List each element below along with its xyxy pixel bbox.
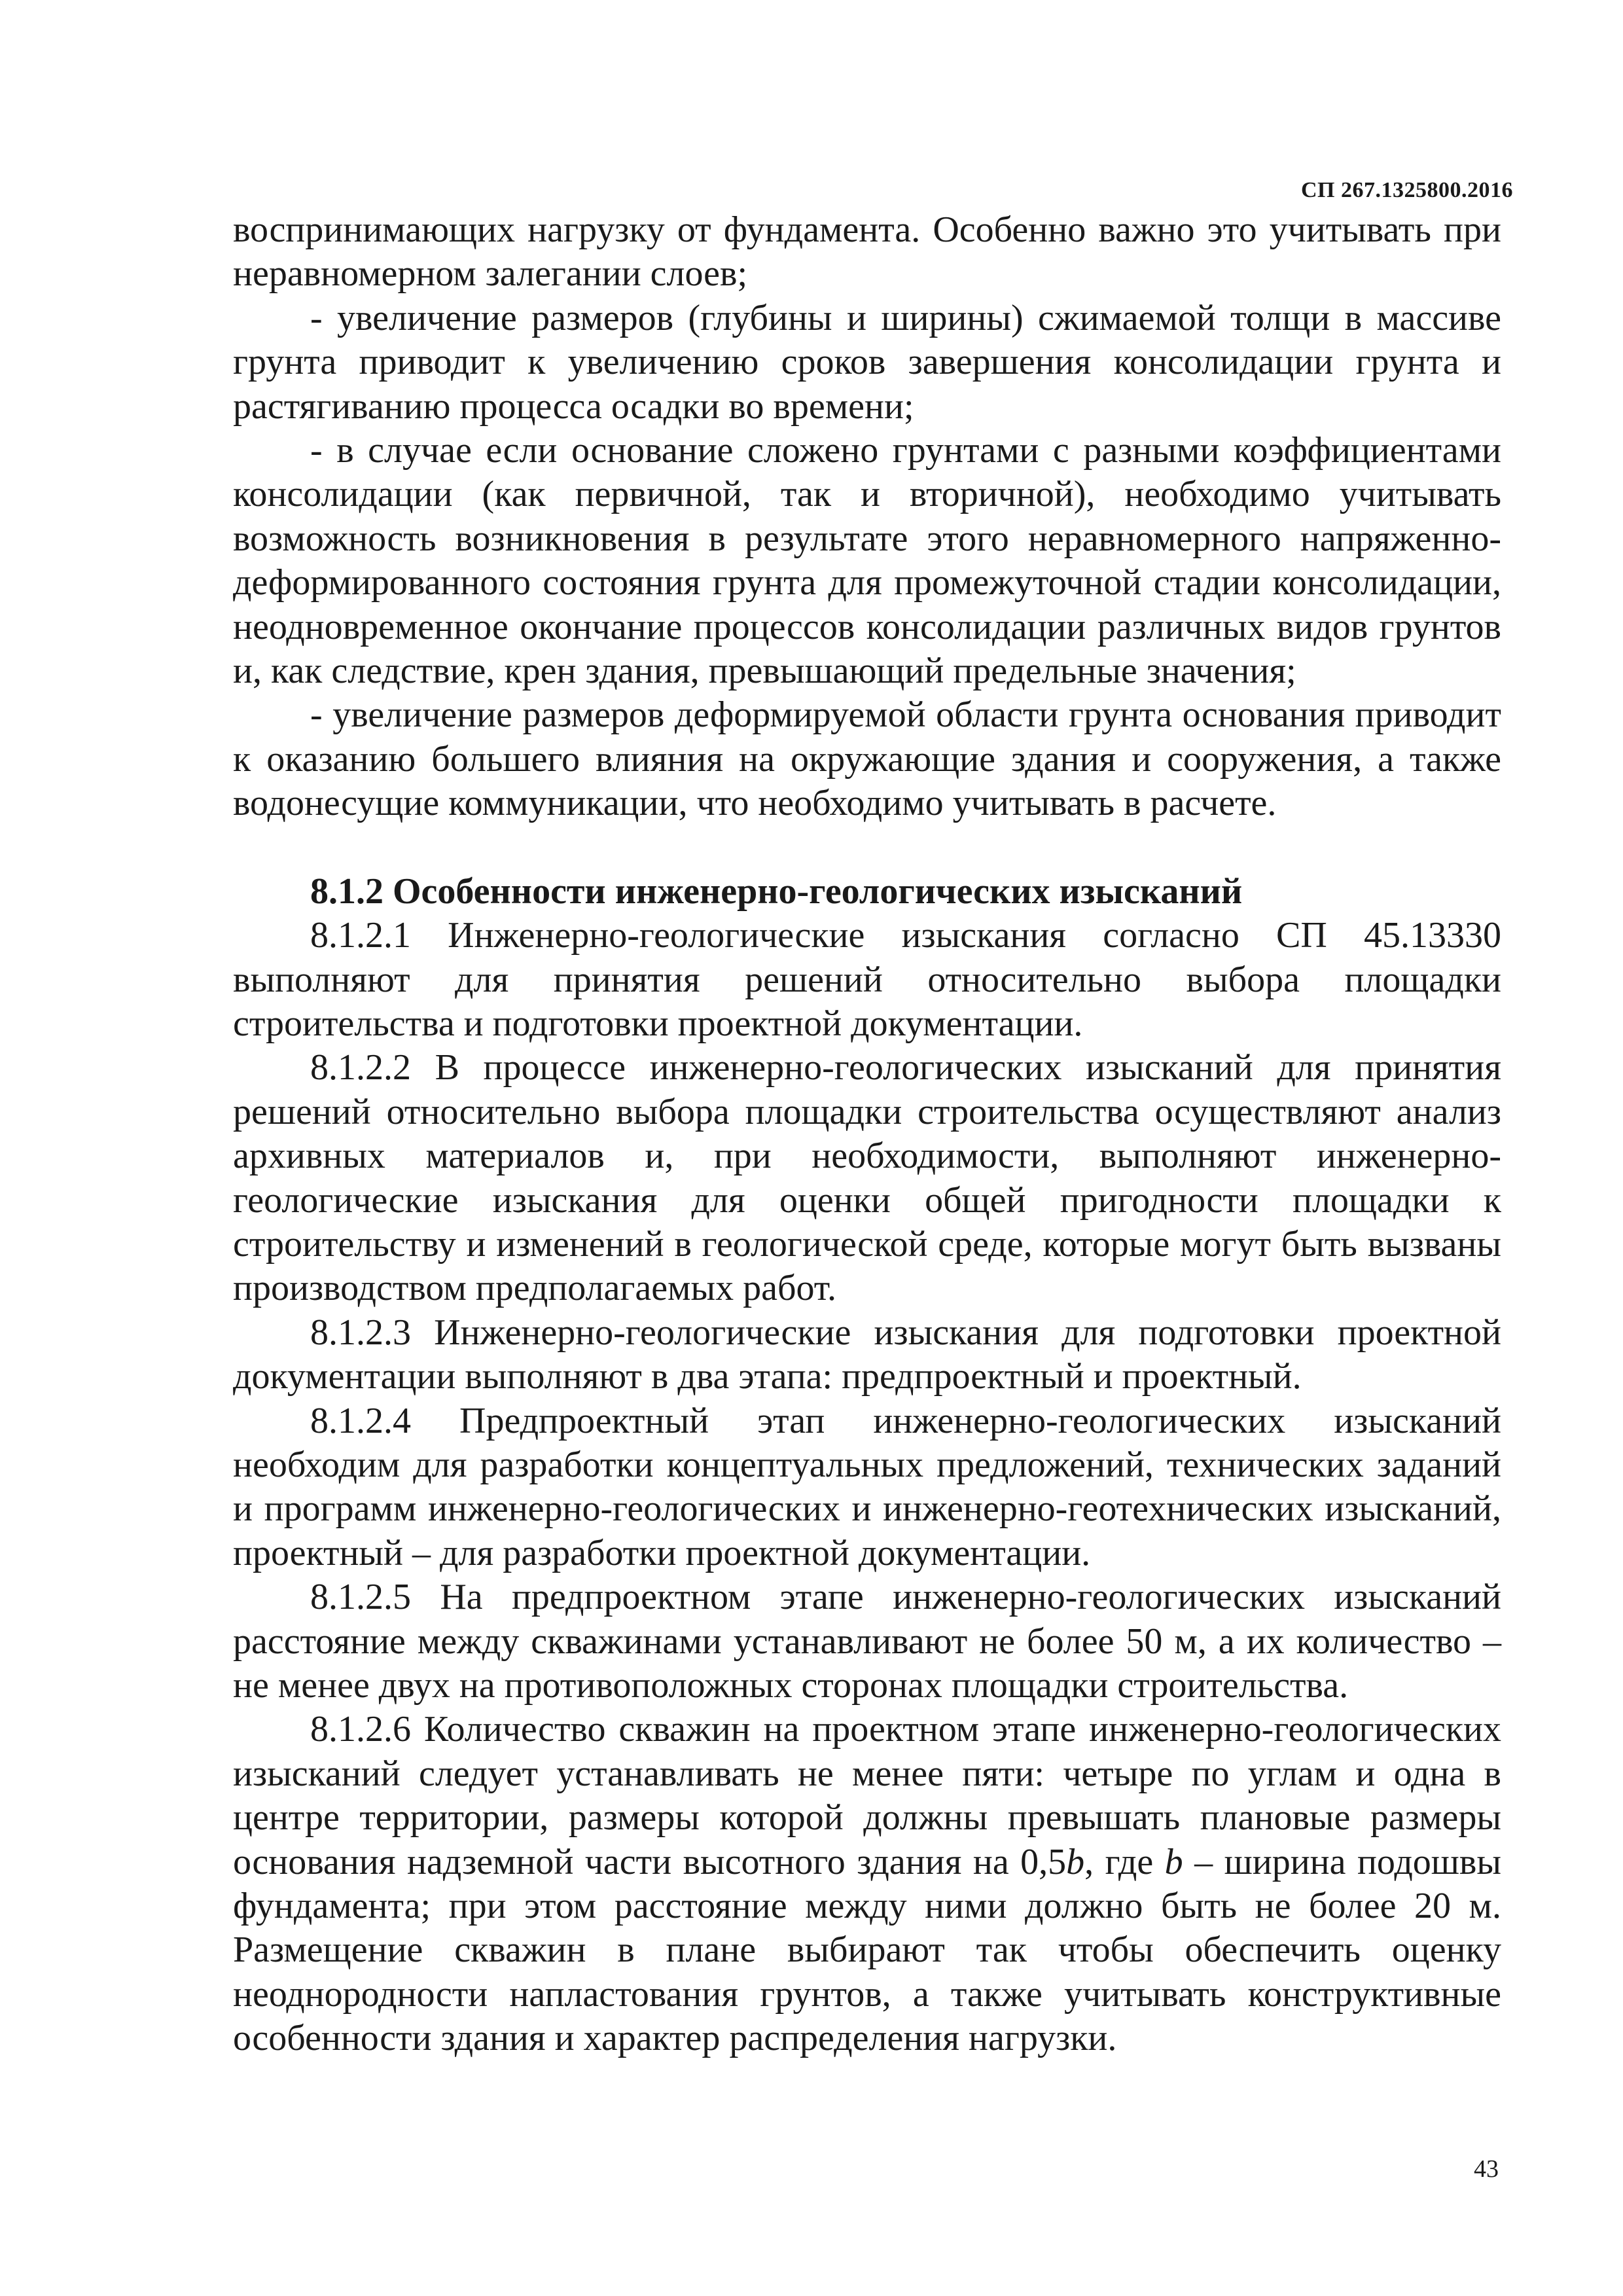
clause-8-1-2-2: 8.1.2.2 В процессе инженерно-геологических изысканий для принятия решений относительно выбора площадки строительства осуществляют анализ архивных материалов и, при необходимости, выполняют инженерно-геологические изыскания для оценки общей пригодности площадки к строительству и изменений в геологической среде, которые могут быть вызваны производством предполагаемых работ. (233, 1047, 1501, 1309)
clause-8-1-2-3: 8.1.2.3 Инженерно-геологические изыскания для подготовки проектной документации выполняют в два этапа: предпроектный и проектный. (233, 1312, 1501, 1397)
clause-text-part: 8.1.2.6 Количество скважин на проектном этапе инженерно-геологических изысканий следует устанавливать не менее пяти: четыре по углам и одна в центре территории, размеры которой должны превышать плановые размеры основания надземной части высотного здания на 0,5 (233, 1709, 1501, 1882)
section-heading: 8.1.2 Особенности инженерно-геологических изысканий (310, 870, 1243, 912)
clause-8-1-2-1: 8.1.2.1 Инженерно-геологические изыскания согласно СП 45.13330 выполняют для принятия решений относительно выбора площадки строительства и подготовки проектной документации. (233, 915, 1501, 1044)
page-number: 43 (1474, 2155, 1499, 2183)
paragraph-continuation: воспринимающих нагрузку от фундамента. Особенно важно это учитывать при неравномерном залегании слоев; (233, 209, 1501, 295)
clause-8-1-2-5: 8.1.2.5 На предпроектном этапе инженерно-геологических изысканий расстояние между скважинами устанавливают не более 50 м, а их количество – не менее двух на противоположных сторонах площадки строительства. (233, 1577, 1501, 1706)
variable-b: b (1164, 1841, 1183, 1882)
clause-text-part: – ширина подошвы фундамента; при этом расстояние между ними должно быть не более 20 м. Размещение скважин в плане выбирают так чтобы обеспечить оценку неоднородности напластования грунтов, а также учитывать конструктивные особенности здания и характер распределения нагрузки. (233, 1841, 1501, 2059)
clause-text-part: , где (1084, 1841, 1165, 1882)
document-code: СП 267.1325800.2016 (1301, 178, 1513, 202)
clause-8-1-2-4: 8.1.2.4 Предпроектный этап инженерно-геологических изысканий необходим для разработки концептуальных предложений, технических заданий и программ инженерно-геологических и инженерно-геотехнических изысканий, проектный – для разработки проектной документации. (233, 1400, 1501, 1573)
clause-8-1-2-6 (233, 1708, 1501, 2060)
list-item-deformation-area: - увеличение размеров деформируемой области грунта основания приводит к оказанию большего влияния на окружающие здания и сооружения, а также водонесущие коммуникации, что необходимо учитывать в расчете. (233, 694, 1501, 824)
list-item-compressible-layer: - увеличение размеров (глубины и ширины) сжимаемой толщи в массиве грунта приводит к увеличению сроков завершения консолидации грунта и растягиванию процесса осадки во времени; (233, 297, 1501, 427)
document-body (233, 208, 1501, 2061)
list-item-consolidation-coefficients: - в случае если основание сложено грунтами с разными коэффициентами консолидации (как первичной, так и вторичной), необходимо учитывать возможность возникновения в результате этого неравномерного напряженно-деформированного состояния грунта для промежуточной стадии консолидации, неодновременное окончание процессов консолидации различных видов грунтов и, как следствие, крен здания, превышающий предельные значения; (233, 430, 1501, 692)
variable-b: b (1066, 1841, 1085, 1882)
